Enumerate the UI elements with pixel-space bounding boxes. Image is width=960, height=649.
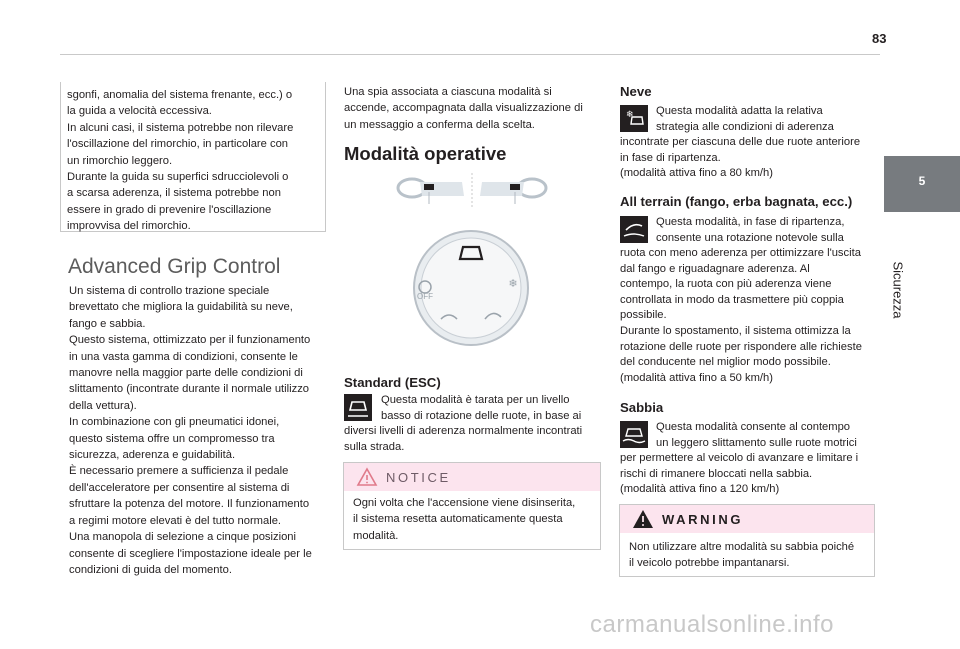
text-line: il sistema resetta automaticamente questa — [353, 513, 563, 526]
text-line: Una manopola di selezione a cinque posizioni — [69, 531, 297, 544]
text-line: improvvisa del rimorchio. — [67, 220, 191, 233]
warning-header — [620, 505, 874, 533]
advanced-grip-title: Advanced Grip Control — [68, 255, 281, 278]
text-line: brevettato che migliora la guidabilità su neve, — [69, 301, 293, 314]
text-line: Questa modalità consente al contempo — [656, 421, 851, 433]
notice-text — [344, 491, 600, 544]
modes-title: Modalità operative — [344, 143, 507, 164]
sand-mode-icon — [620, 421, 648, 448]
text-line: È necessario premere a sufficienza il pedale — [69, 465, 289, 478]
text-line: In combinazione con gli pneumatici idonei, — [69, 416, 280, 429]
notice-label: NOTICE — [386, 470, 451, 485]
text-line: a regimi motore elevati è del tutto normale. — [69, 514, 282, 527]
header-rule — [60, 54, 880, 55]
text-line: sfruttare la potenza del motore. Il funzionamento — [69, 498, 310, 511]
neve-text-bottom — [620, 135, 876, 182]
text-line: strategia alle condizioni di aderenza — [656, 120, 834, 133]
dial-off-label: OFF — [417, 292, 433, 301]
text-line: essere in grado di prevenire l'oscillazione — [67, 203, 272, 216]
page-number: 83 — [872, 31, 887, 46]
text-line: Questa modalità, in fase di ripartenza, — [656, 216, 845, 228]
snow-mode-icon — [620, 105, 648, 132]
trailer-note-box — [60, 82, 326, 232]
text-line: del conducente nel miglior modo possibile. — [620, 356, 831, 369]
sabbia-text-top — [656, 420, 876, 451]
text-line: per permettere al veicolo di avanzare e limitare i — [620, 452, 859, 464]
neve-text-top — [656, 104, 876, 135]
svg-text:❄: ❄ — [626, 110, 634, 120]
advanced-grip-text — [69, 283, 331, 578]
text-line: (modalità attiva fino a 120 km/h) — [620, 483, 780, 496]
text-line: slittamento (incontrate durante il normale utilizzo — [69, 383, 310, 396]
text-line: (modalità attiva fino a 50 km/h) — [620, 371, 773, 384]
all-terrain-title: All terrain (fango, erba bagnata, ecc.) — [620, 194, 853, 209]
caution-icon — [356, 467, 378, 487]
text-line: un messaggio a conferma della scelta. — [344, 118, 535, 131]
text-line: rischi di rimanere bloccati nella sabbia. — [620, 467, 813, 480]
chapter-number: 5 — [918, 174, 926, 188]
text-line: sicurezza, aderenza e guidabilità. — [69, 449, 236, 462]
text-line: questo sistema offre un compromesso tra — [69, 432, 275, 445]
text-line: fango e sabbia. — [69, 317, 146, 330]
text-line: dell'acceleratore per consentire al sistema di — [69, 481, 290, 494]
text-line: diversi livelli di aderenza normalmente incontrati — [344, 425, 583, 437]
text-line: basso di rotazione delle ruote, in base ai — [381, 409, 582, 422]
watermark: carmanualsonline.info — [590, 611, 834, 638]
text-line: della vettura). — [69, 399, 137, 412]
text-line: manovre nella maggior parte delle condizioni di — [69, 367, 303, 380]
text-line: modalità. — [353, 529, 399, 542]
text-line: contempo, la ruota con più aderenza viene — [620, 278, 832, 291]
text-line: Una spia associata a ciascuna modalità si — [344, 86, 552, 98]
mode-selector-dial[interactable] — [405, 229, 537, 347]
text-line: condizioni di guida del momento. — [69, 563, 232, 576]
standard-title: Standard (ESC) — [344, 375, 441, 390]
text-line: Durante lo spostamento, il sistema ottimizza la — [620, 324, 851, 337]
text-line: Questa modalità adatta la relativa — [656, 105, 823, 117]
text-line: sulla strada. — [344, 440, 405, 453]
text-line: Questo sistema, ottimizzato per il funzionamento — [69, 334, 311, 347]
text-line: Non utilizzare altre modalità su sabbia poiché — [629, 541, 855, 553]
text-line: rotazione delle ruote per rispondere alle richieste — [620, 340, 862, 353]
neve-title: Neve — [620, 84, 652, 99]
text-line: Durante la guida su superfici sdrucciolevoli o — [67, 171, 289, 184]
text-line: Questa modalità è tarata per un livello — [381, 394, 570, 406]
snow-mode-icon: ❄ — [508, 277, 518, 290]
chapter-title: Sicurezza — [890, 261, 906, 319]
text-line: sgonfi, anomalia del sistema frenante, ecc.) o — [67, 89, 293, 101]
all-terrain-text-bottom — [620, 246, 876, 386]
text-line: Ogni volta che l'accensione viene disinserita, — [353, 497, 576, 509]
warning-icon — [632, 509, 654, 529]
notice-box — [343, 462, 601, 550]
all-terrain-text-top — [656, 215, 876, 246]
mud-mode-icon — [620, 216, 648, 243]
text-line: accende, accompagnata dalla visualizzazione di — [344, 102, 583, 115]
sabbia-title: Sabbia — [620, 400, 664, 415]
text-line: incontrate per ciascuna delle due ruote anteriore — [620, 136, 861, 148]
text-line: un leggero slittamento sulle ruote motrici — [656, 436, 857, 449]
text-line: un rimorchio leggero. — [67, 154, 173, 167]
chapter-tab[interactable] — [884, 156, 960, 212]
text-line: controllata in modo da trasmettere più coppia — [620, 293, 844, 306]
warning-box — [619, 504, 875, 577]
steering-wheel-indicators-illustration — [392, 170, 552, 212]
esc-mode-icon — [344, 394, 372, 421]
standard-text-bottom — [344, 424, 602, 455]
standard-text-top — [381, 393, 601, 424]
text-line: il veicolo potrebbe impantanarsi. — [629, 557, 790, 570]
text-line: dal fango e riguadagnare aderenza. Al — [620, 262, 810, 275]
text-line: la guida a velocità eccessiva. — [67, 105, 212, 118]
text-line: (modalità attiva fino a 80 km/h) — [620, 167, 773, 180]
text-line: ruota con meno aderenza per ottimizzare l'uscita — [620, 247, 861, 259]
text-line: a scarsa aderenza, il sistema potrebbe non — [67, 187, 281, 200]
notice-header — [344, 463, 600, 491]
text-line: in una vasta gamma di condizioni, consente le — [69, 350, 298, 363]
warning-text — [620, 533, 874, 572]
text-line: consente una rotazione notevole sulla — [656, 231, 844, 244]
indicator-intro — [344, 84, 602, 133]
text-line: In alcuni casi, il sistema potrebbe non rilevare — [67, 121, 294, 134]
sabbia-text-bottom — [620, 451, 876, 498]
text-line: in fase di ripartenza. — [620, 151, 721, 164]
text-line: possibile. — [620, 309, 667, 322]
text-line: l'oscillazione del rimorchio, in particolare con — [67, 138, 289, 151]
text-line: Un sistema di controllo trazione speciale — [69, 285, 270, 297]
text-line: consente di scegliere l'impostazione ideale per le — [69, 547, 312, 560]
warning-label: WARNING — [662, 512, 744, 527]
